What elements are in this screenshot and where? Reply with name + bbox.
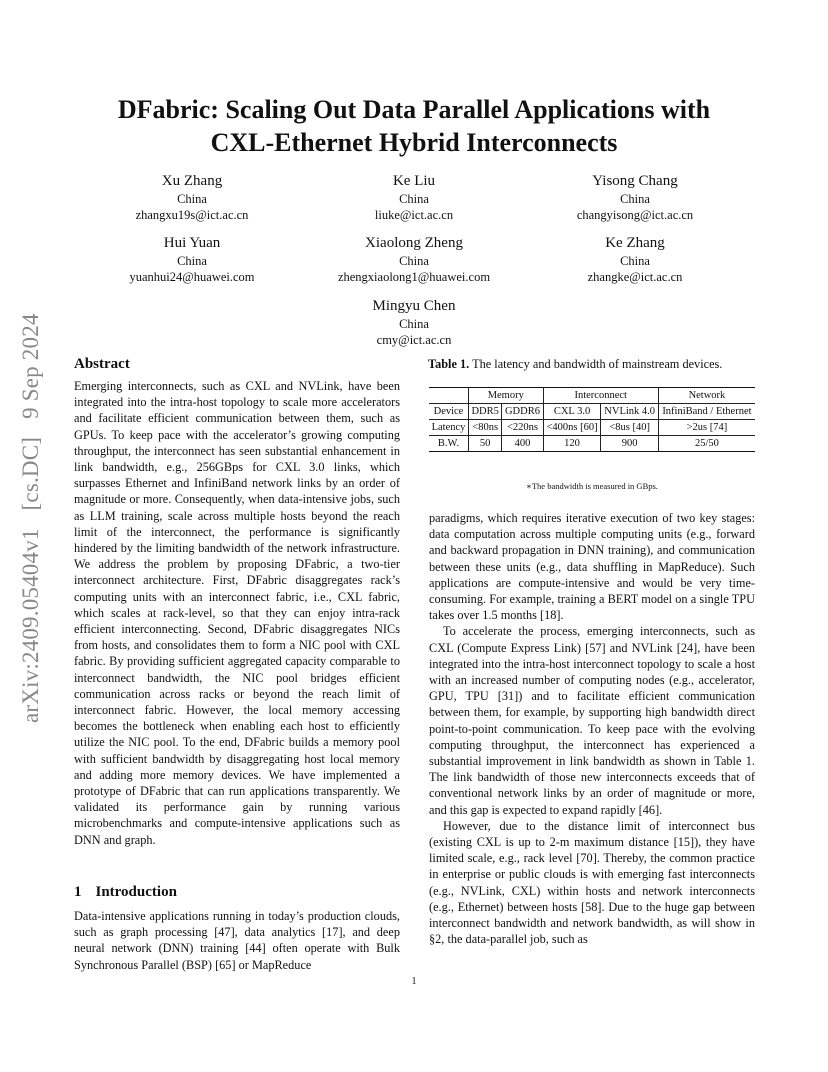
table-cell: InfiniBand / Ethernet xyxy=(658,404,755,420)
paper-title-line-1: DFabric: Scaling Out Data Parallel Applications with xyxy=(117,95,711,124)
author-name: Hui Yuan xyxy=(163,235,221,251)
abstract-text: Emerging interconnects, such as CXL and NVLink, have been integrated into the intra-host topology to scale more accelerators and facilitate efficient communication between them, such as GPUs. To keep pace with the accelerator’s growing computing throughput, the interconnect has seen substantial enhancement in link bandwidth, e.g., 256GBps for CXL 3.0 links, which surpasses Ethernet and InfiniBand network links by an order of magnitude or more. Consequently, when data-intensive jobs, such as LLM training, scale across multiple hosts beyond the reach limit of the interconnect, the performance is significantly hindered by the limiting bandwidth of the network infrastructure. We address the problem by proposing DFabric, a two-tier interconnect architecture. First, DFabric disaggregates rack’s computing units with an interconnect fabric, i.e., CXL fabric, which scales at rack-level, so that they can enjoy intra-rack efficient interconnecting. Second, DFabric disaggregates NICs from hosts, and consolidates them to form a NIC pool with CXL fabric. By providing sufficient aggregated capacity comparable to interconnect bandwidth, the NIC pool bridges efficient communication across racks or beyond the reach limit of interconnect fabric. However, the local memory accessing becomes the bottleneck when enabling each host to efficiently utilize the NIC pool. To the end, DFabric builds a memory pool with sufficient bandwidth by disaggregating host local memory and adding more memory devices. We have implemented a prototype of DFabric that can run applications transparently. We validated its performance gain by running various microbenchmarks and compute-intensive applications such as DNN and graph. xyxy=(74,379,400,847)
author-email: zhangxu19s@ict.ac.cn xyxy=(135,208,249,222)
table-cell: <220ns xyxy=(502,420,543,436)
paper-title xyxy=(40,93,788,159)
author-email: zhengxiaolong1@huawei.com xyxy=(337,270,491,284)
table-group-header: Interconnect xyxy=(543,388,658,404)
intro-right-text xyxy=(429,510,755,947)
table-cell: 900 xyxy=(601,436,658,452)
table-caption xyxy=(428,357,758,372)
table-cell: CXL 3.0 xyxy=(543,404,601,420)
table-cell: <80ns xyxy=(468,420,501,436)
table-header-row xyxy=(429,388,755,404)
author-affiliation: China xyxy=(620,254,650,268)
table-cell: 50 xyxy=(468,436,501,452)
table-cell: <400ns [60] xyxy=(543,420,601,436)
table-group-header: Memory xyxy=(468,388,543,404)
table-row xyxy=(429,404,755,420)
table-cell: 25/50 xyxy=(658,436,755,452)
author-block xyxy=(515,234,755,285)
section-heading-introduction xyxy=(74,884,177,901)
author-affiliation: China xyxy=(399,254,429,268)
author-name: Xiaolong Zheng xyxy=(365,235,463,251)
table-cell: DDR5 xyxy=(468,404,501,420)
table-group-header: Network xyxy=(658,388,755,404)
arxiv-category: [cs.DC] xyxy=(18,436,43,511)
paper-title-line-2: CXL-Ethernet Hybrid Interconnects xyxy=(210,128,618,157)
author-affiliation: China xyxy=(620,192,650,206)
device-table xyxy=(429,387,755,452)
intro-paragraph: paradigms, which requires iterative execution of two key stages: data computation across multiple computing units (e.g., forward and backward propagation in DNN training), and communication between these units (e.g., data shuffling in MapReduce). Such applications are compute-intensive and would be very time-consuming. For example, training a BERT model on a single TPU takes over 1.5 months [18]. xyxy=(429,511,755,623)
intro-paragraph: However, due to the distance limit of interconnect bus (existing CXL is up to 2-m maximum distance [15]), they have limited scale, e.g., rack level [70]. Thereby, the common practice in enterprise or public clouds is with emerging fast interconnects (e.g., NVLink, CXL) within hosts and network interconnects (e.g., Ethernet) between hosts [58]. Due to the huge gap between interconnect bandwidth and network bandwidth, as will show in §2, the data-parallel job, such as xyxy=(429,818,755,947)
author-name: Yisong Chang xyxy=(592,173,678,189)
author-affiliation: China xyxy=(399,317,429,331)
author-block xyxy=(294,172,534,223)
author-block xyxy=(515,172,755,223)
table-row-label: Latency xyxy=(429,420,468,436)
table-row-label: Device xyxy=(429,404,468,420)
table-cell: >2us [74] xyxy=(658,420,755,436)
abstract-heading: Abstract xyxy=(74,356,130,372)
author-name: Xu Zhang xyxy=(161,173,223,189)
table-cell: GDDR6 xyxy=(502,404,543,420)
author-block xyxy=(72,172,312,223)
author-block xyxy=(72,234,312,285)
author-name: Ke Zhang xyxy=(605,235,665,251)
table-footnote: ∗The bandwidth is measured in GBps. xyxy=(526,481,658,491)
arxiv-date: 9 Sep 2024 xyxy=(18,313,43,419)
section-title: Introduction xyxy=(95,884,177,900)
author-email: cmy@ict.ac.cn xyxy=(376,333,452,347)
author-name: Mingyu Chen xyxy=(372,298,456,314)
table-cell: <8us [40] xyxy=(601,420,658,436)
table-row xyxy=(429,420,755,436)
author-email: changyisong@ict.ac.cn xyxy=(576,208,694,222)
table-caption-label: Table 1. xyxy=(428,357,470,371)
table-cell: 400 xyxy=(502,436,543,452)
arxiv-stamp xyxy=(18,293,48,723)
author-block xyxy=(294,297,534,348)
author-affiliation: China xyxy=(177,254,207,268)
author-email: liuke@ict.ac.cn xyxy=(374,208,454,222)
intro-paragraph: Data-intensive applications running in today’s production clouds, such as graph processing [47], data analytics [17], and deep neural network (DNN) training [44] often operate with Bulk Synchronous Parallel (BSP) [65] or MapReduce xyxy=(74,909,400,972)
abstract-body xyxy=(74,378,400,848)
author-block xyxy=(294,234,534,285)
page-number: 1 xyxy=(411,976,417,987)
author-email: yuanhui24@huawei.com xyxy=(129,270,255,284)
intro-paragraph: To accelerate the process, emerging interconnects, such as CXL (Compute Express Link) [57] and NVLink [24], have been integrated into the intra-host interconnect topology to scale a host with an increased number of computing nodes (e.g., accelerator, GPU, TPU [31]) and to facilitate efficient communication between them, for example, by supporting high bandwidth direct point-to-point communication. To keep pace with the evolving computing throughput, the interconnect has experienced a substantial improvement in link bandwidth as shown in Table 1. The link bandwidth of those new interconnects exceeds that of conventional network links by an order of magnitude or more, and this gap is expected to expand rapidly [46]. xyxy=(429,624,755,817)
table-caption-text: The latency and bandwidth of mainstream devices. xyxy=(472,357,723,371)
table-cell: NVLink 4.0 xyxy=(601,404,658,420)
author-email: zhangke@ict.ac.cn xyxy=(587,270,683,284)
intro-left-text xyxy=(74,908,400,973)
author-name: Ke Liu xyxy=(392,173,436,189)
section-number: 1 xyxy=(74,884,82,900)
author-affiliation: China xyxy=(177,192,207,206)
table-row xyxy=(429,436,755,452)
table-row-label: B.W. xyxy=(429,436,468,452)
table-cell: 120 xyxy=(543,436,601,452)
author-affiliation: China xyxy=(399,192,429,206)
arxiv-id: arXiv:2409.05404v1 xyxy=(18,528,43,723)
